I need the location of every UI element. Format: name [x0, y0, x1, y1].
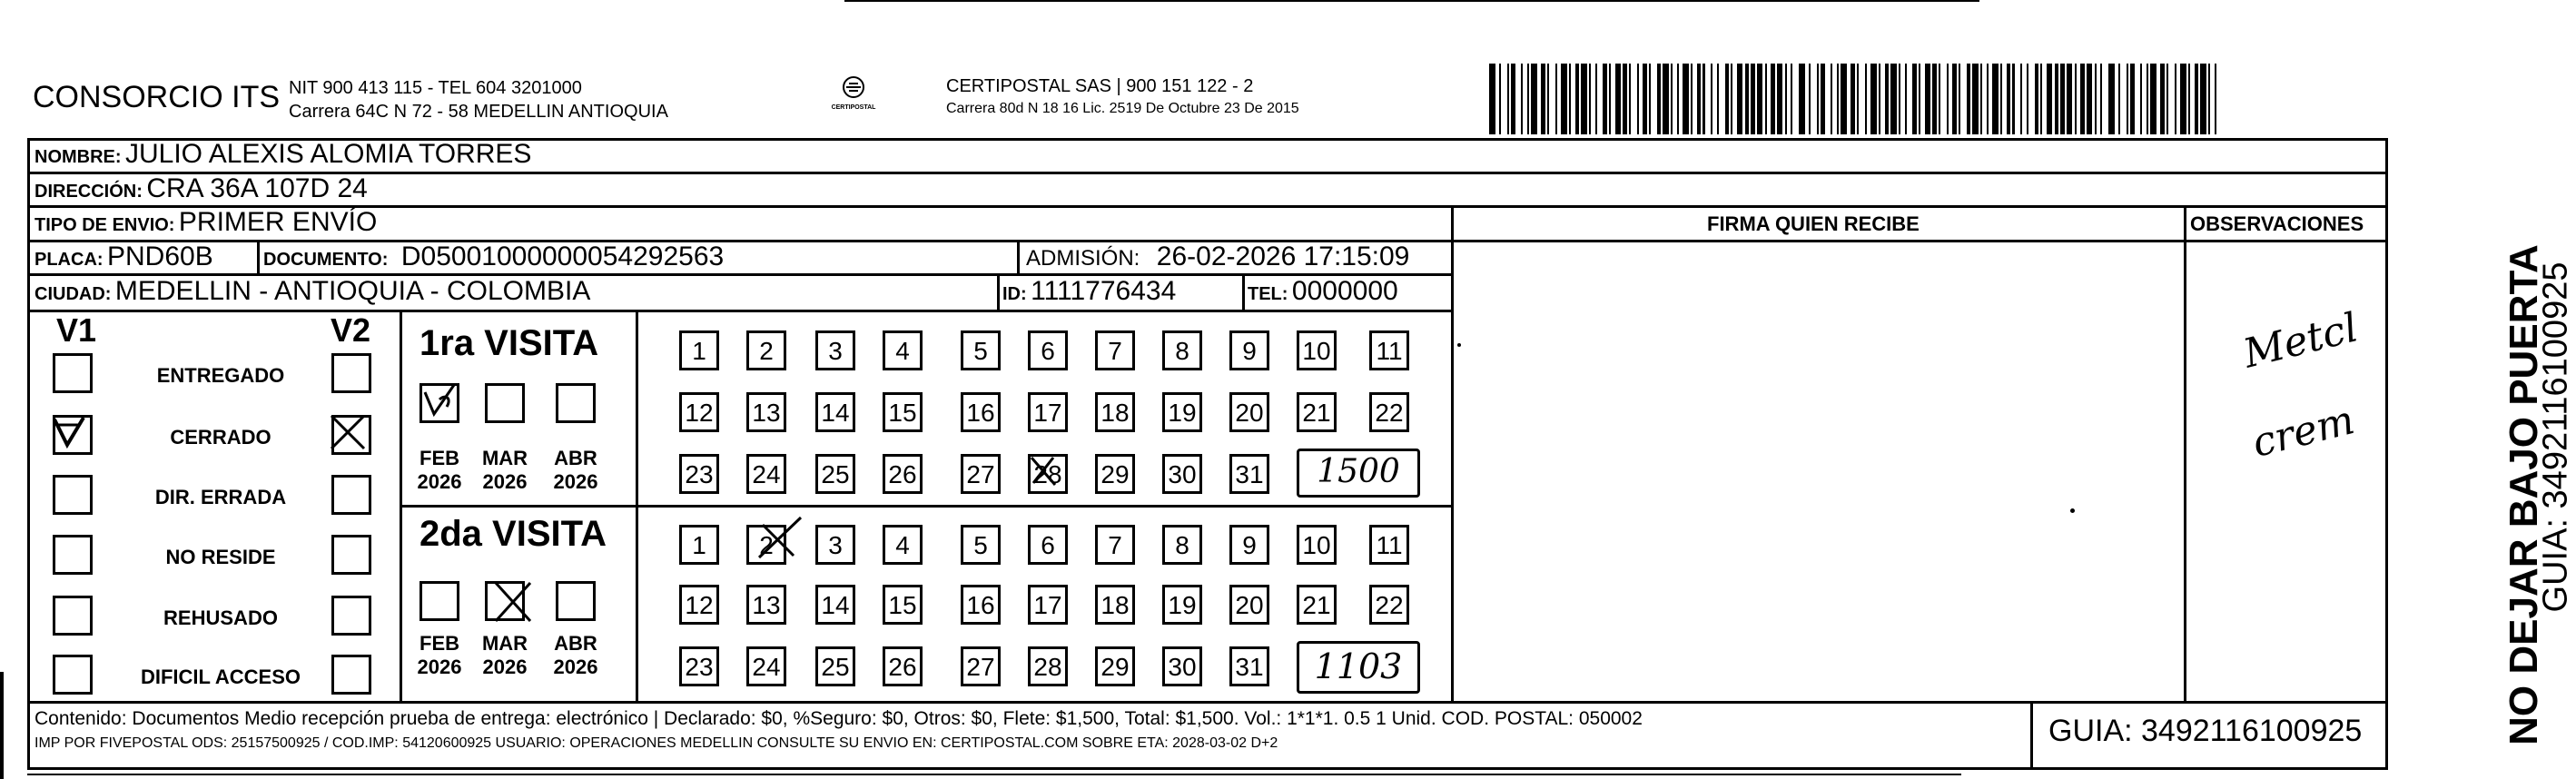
- row-line: [27, 310, 1453, 312]
- barcode-bar: [1952, 64, 1956, 134]
- footer-content-line: Contenido: Documentos Medio recepción prueba de entrega: electrónico | Declarado: $0, %Seguro: $0, Otros: $0, Flete: $1,500, Total: $1,500. Vol.: 1*1*1. 0.5 1 Unid. COD. POSTAL: 050002: [35, 708, 1643, 729]
- company-info: [289, 76, 668, 123]
- barcode-bar: [2027, 64, 2028, 134]
- month-year: 2026: [553, 470, 598, 493]
- second-visit-day-5[interactable]: 5: [961, 525, 1001, 565]
- month-year: 2026: [553, 656, 598, 678]
- status-label: DIR. ERRADA: [154, 486, 287, 508]
- barcode-bar: [1757, 64, 1763, 134]
- documento-cell: [263, 242, 724, 272]
- second-visit-day-13[interactable]: 13: [746, 585, 786, 625]
- barcode-bar: [2147, 64, 2148, 134]
- second-visit-label: 2da VISITA: [419, 514, 607, 554]
- barcode-bar: [1899, 64, 1900, 134]
- ciudad-label: CIUDAD:: [35, 284, 112, 304]
- barcode-bar: [2127, 64, 2128, 134]
- barcode-bar: [1561, 64, 1567, 134]
- barcode-bar: [1980, 64, 1982, 134]
- barcode-bar: [1879, 64, 1880, 134]
- barcode-bar: [1919, 64, 1920, 134]
- first-visit-label: 1ra VISITA: [419, 323, 599, 363]
- mar-second-x-mark: [492, 579, 534, 625]
- v1-cerrado-check-mark: [51, 414, 87, 450]
- barcode-bar: [1569, 64, 1571, 134]
- barcode-bar: [2118, 64, 2120, 134]
- month-name: MAR: [481, 632, 528, 655]
- v1-status-checkbox[interactable]: [53, 535, 93, 575]
- barcode-bar: [2188, 64, 2190, 134]
- barcode-bar: [1885, 64, 1889, 134]
- col-line: [1242, 273, 1245, 310]
- barcode-bar: [2020, 64, 2022, 134]
- row-line: [27, 172, 2388, 174]
- barcode-bar: [1799, 64, 1805, 134]
- observaciones-label: OBSERVACIONES: [2190, 212, 2364, 235]
- barcode-bar: [1809, 64, 1811, 134]
- company-name: CONSORCIO ITS: [33, 80, 281, 114]
- barcode-bar: [1992, 64, 1999, 134]
- barcode-bar: [1912, 64, 1916, 134]
- second-visit-day-29[interactable]: 29: [1095, 646, 1135, 686]
- v2-status-checkbox[interactable]: [331, 596, 371, 636]
- second-visit-day-12[interactable]: 12: [679, 585, 719, 625]
- nombre-row: [35, 139, 531, 170]
- col-line: [2030, 701, 2033, 769]
- barcode-bar: [2200, 64, 2206, 134]
- barcode-bar: [2055, 64, 2058, 134]
- first-visit-day-3[interactable]: 3: [815, 330, 855, 370]
- first-visit-day-30[interactable]: 30: [1162, 454, 1202, 494]
- month-label: [478, 447, 532, 494]
- v2-status-checkbox[interactable]: [331, 655, 371, 695]
- ciudad-cell: [35, 276, 590, 307]
- scan-edge: [844, 0, 1979, 2]
- second-visit-day-28[interactable]: 28: [1028, 646, 1068, 686]
- feb-first-check-mark: [421, 383, 458, 419]
- barcode-bar: [1890, 64, 1897, 134]
- month-checkbox[interactable]: [556, 383, 596, 423]
- barcode-bar: [1521, 64, 1523, 134]
- v2-status-checkbox[interactable]: [331, 353, 371, 393]
- month-checkbox[interactable]: [485, 383, 525, 423]
- id-value: 1111776434: [1031, 276, 1177, 306]
- first-visit-day-11[interactable]: 11: [1369, 330, 1409, 370]
- barcode-bar: [2080, 64, 2084, 134]
- barcode-bar: [1575, 64, 1579, 134]
- barcode-bar: [1905, 64, 1907, 134]
- barcode-bar: [1785, 64, 1787, 134]
- second-visit-day-27[interactable]: 27: [961, 646, 1001, 686]
- barcode-bar: [1499, 64, 1501, 134]
- barcode-bar: [1595, 64, 1597, 134]
- v2-status-checkbox[interactable]: [331, 475, 371, 515]
- first-visit-day-1[interactable]: 1: [679, 330, 719, 370]
- logo-text: CERTIPOSTAL: [831, 104, 876, 111]
- v1-status-checkbox[interactable]: [53, 353, 93, 393]
- barcode-bar: [1745, 64, 1749, 134]
- v1-status-checkbox[interactable]: [53, 655, 93, 695]
- barcode-bar: [1683, 64, 1689, 134]
- barcode-bar: [1925, 64, 1931, 134]
- v2-label: V2: [331, 311, 371, 349]
- footer-guia: GUIA: 3492116100925: [2048, 714, 2363, 748]
- second-visit-day-6[interactable]: 6: [1028, 525, 1068, 565]
- nombre-value: JULIO ALEXIS ALOMIA TORRES: [125, 139, 532, 169]
- barcode-bar: [1623, 64, 1626, 134]
- firma-label: FIRMA QUIEN RECIBE: [1707, 212, 1920, 235]
- barcode-bar: [2130, 64, 2134, 134]
- month-label: [412, 447, 467, 494]
- barcode-bar: [1541, 64, 1545, 134]
- barcode-bar: [1791, 64, 1792, 134]
- barcode-bar: [1967, 64, 1970, 134]
- second-visit-day-24[interactable]: 24: [746, 646, 786, 686]
- id-label: ID:: [1002, 284, 1027, 304]
- tel-value: 0000000: [1291, 276, 1398, 306]
- month-year: 2026: [417, 656, 462, 678]
- barcode-bar: [2175, 64, 2176, 134]
- barcode-bar: [2195, 64, 2198, 134]
- barcode-bar: [1531, 64, 1537, 134]
- first-visit-day-8[interactable]: 8: [1162, 330, 1202, 370]
- v2-cerrado-x-mark: [330, 414, 366, 450]
- col-line: [1451, 205, 1454, 701]
- form-bottom-border: [27, 767, 2388, 770]
- barcode-bar: [1489, 64, 1495, 134]
- barcode-bar: [1703, 64, 1704, 134]
- documento-label: DOCUMENTO:: [263, 250, 389, 270]
- status-label: CERRADO: [170, 426, 271, 449]
- observaciones-note-1: Metcl: [2238, 304, 2363, 378]
- first-visit-day-29[interactable]: 29: [1095, 454, 1135, 494]
- second-visit-day-20[interactable]: 20: [1229, 585, 1269, 625]
- barcode-bar: [1711, 64, 1712, 134]
- first-visit-day-27[interactable]: 27: [961, 454, 1001, 494]
- month-name: ABR: [554, 447, 597, 469]
- v1-label: V1: [56, 311, 97, 349]
- row-line: [400, 505, 1453, 508]
- first-visit-day-18[interactable]: 18: [1095, 392, 1135, 432]
- tipo-value: PRIMER ENVÍO: [178, 207, 378, 237]
- status-label: ENTREGADO: [156, 364, 285, 387]
- barcode-bar: [1691, 64, 1693, 134]
- month-label: [478, 632, 532, 679]
- barcode-bar: [1643, 64, 1646, 134]
- barcode-bar: [1589, 64, 1591, 134]
- barcode-bar: [2075, 64, 2077, 134]
- admision-label: ADMISIÓN:: [1026, 246, 1140, 271]
- barcode-bar: [1609, 64, 1611, 134]
- col-line: [257, 240, 260, 273]
- second-visit-day-10[interactable]: 10: [1297, 525, 1337, 565]
- barcode-bar: [2035, 64, 2038, 134]
- tipo-label: TIPO DE ENVIO:: [35, 215, 175, 235]
- first-visit-day-21[interactable]: 21: [1297, 392, 1337, 432]
- second-visit-day-8[interactable]: 8: [1162, 525, 1202, 565]
- barcode-bar: [1870, 64, 1877, 134]
- second-visit-day-7[interactable]: 7: [1095, 525, 1135, 565]
- certipostal-nit: CERTIPOSTAL SAS | 900 151 122 - 2: [946, 76, 1254, 96]
- barcode-bar: [1851, 64, 1854, 134]
- second-visit-day-14[interactable]: 14: [815, 585, 855, 625]
- second-visit-day-15[interactable]: 15: [883, 585, 923, 625]
- v1-status-checkbox[interactable]: [53, 475, 93, 515]
- barcode-bar: [2067, 64, 2073, 134]
- first-visit-day-2[interactable]: 2: [746, 330, 786, 370]
- month-name: ABR: [554, 632, 597, 655]
- nombre-label: NOMBRE:: [35, 147, 122, 167]
- second-visit-day-1[interactable]: 1: [679, 525, 719, 565]
- barcode-bar: [2095, 64, 2097, 134]
- certipostal-address: Carrera 80d N 18 16 Lic. 2519 De Octubre 23 De 2015: [946, 101, 1299, 116]
- footer-print-line: IMP POR FIVEPOSTAL ODS: 25157500925 / COD.IMP: 54120600925 USUARIO: OPERACIONES MEDELLIN CONSULTE SU ENVIO EN: CERTIPOSTAL.COM SOBRE ETA: 2028-03-02 D+2: [35, 735, 1278, 751]
- first-visit-day-25[interactable]: 25: [815, 454, 855, 494]
- month-label: [548, 447, 603, 494]
- barcode-bar: [1649, 64, 1651, 134]
- second-visit-day-18[interactable]: 18: [1095, 585, 1135, 625]
- barcode-bar: [2160, 64, 2164, 134]
- scan-edge: [0, 672, 4, 779]
- second-visit-day-22[interactable]: 22: [1369, 585, 1409, 625]
- barcode: [1489, 64, 2216, 134]
- barcode-bar: [1821, 64, 1824, 134]
- row-line: [27, 205, 2388, 208]
- v1-status-checkbox[interactable]: [53, 596, 93, 636]
- v2-status-checkbox[interactable]: [331, 535, 371, 575]
- barcode-bar: [1837, 64, 1839, 134]
- side-guia: GUIA: 3492116100925: [2536, 261, 2575, 613]
- month-checkbox[interactable]: [556, 581, 596, 621]
- barcode-bar: [1932, 64, 1936, 134]
- stray-mark: [2070, 508, 2075, 513]
- first-visit-day-7[interactable]: 7: [1095, 330, 1135, 370]
- id-cell: [1002, 276, 1176, 307]
- barcode-bar: [2000, 64, 2002, 134]
- barcode-bar: [1857, 64, 1859, 134]
- first-visit-day-23[interactable]: 23: [679, 454, 719, 494]
- barcode-bar: [1751, 64, 1754, 134]
- barcode-bar: [1841, 64, 1847, 134]
- side-no-dejar: NO DEJAR BAJO PUERTA: [2502, 244, 2546, 745]
- barcode-bar: [2108, 64, 2115, 134]
- barcode-bar: [2140, 64, 2142, 134]
- direccion-label: DIRECCIÓN:: [35, 182, 143, 202]
- barcode-bar: [1865, 64, 1867, 134]
- barcode-bar: [1511, 64, 1515, 134]
- first-visit-day-19[interactable]: 19: [1162, 392, 1202, 432]
- col-line: [2184, 205, 2186, 701]
- month-year: 2026: [482, 656, 528, 678]
- barcode-bar: [1677, 64, 1679, 134]
- month-label: [412, 632, 467, 679]
- barcode-bar: [1831, 64, 1832, 134]
- barcode-bar: [2047, 64, 2053, 134]
- barcode-bar: [1663, 64, 1669, 134]
- barcode-bar: [1615, 64, 1622, 134]
- barcode-bar: [1765, 64, 1767, 134]
- first-visit-day-28[interactable]: 28: [1028, 454, 1068, 494]
- barcode-bar: [2208, 64, 2210, 134]
- form-right-border: [2385, 138, 2388, 769]
- admision-cell: [1026, 242, 1409, 272]
- second-visit-day-31[interactable]: 31: [1229, 646, 1269, 686]
- barcode-bar: [1947, 64, 1949, 134]
- tel-cell: [1248, 276, 1398, 307]
- month-checkbox[interactable]: [419, 581, 459, 621]
- second-visit-day-3[interactable]: 3: [815, 525, 855, 565]
- placa-label: PLACA:: [35, 250, 104, 270]
- month-name: MAR: [481, 447, 528, 469]
- barcode-bar: [1717, 64, 1719, 134]
- barcode-bar: [1939, 64, 1940, 134]
- first-visit-day-5[interactable]: 5: [961, 330, 1001, 370]
- barcode-bar: [1637, 64, 1639, 134]
- barcode-bar: [1959, 64, 1960, 134]
- form-left-border: [27, 138, 30, 769]
- first-visit-day-31[interactable]: 31: [1229, 454, 1269, 494]
- barcode-bar: [2007, 64, 2010, 134]
- second-visit-day-25[interactable]: 25: [815, 646, 855, 686]
- first-visit-day-24[interactable]: 24: [746, 454, 786, 494]
- direccion-value: CRA 36A 107D 24: [146, 173, 368, 203]
- first-visit-day-14[interactable]: 14: [815, 392, 855, 432]
- first-visit-day-26[interactable]: 26: [883, 454, 923, 494]
- month-label: [548, 632, 603, 679]
- barcode-bar: [1697, 64, 1701, 134]
- placa-value: PND60B: [107, 242, 213, 271]
- barcode-bar: [2040, 64, 2042, 134]
- barcode-bar: [1972, 64, 1979, 134]
- side-guia-wrap: [2537, 211, 2576, 665]
- row-line: [27, 701, 2388, 704]
- barcode-bar: [2012, 64, 2014, 134]
- month-year: 2026: [482, 470, 528, 493]
- first-visit-day-16[interactable]: 16: [961, 392, 1001, 432]
- barcode-bar: [1657, 64, 1661, 134]
- barcode-bar: [1737, 64, 1743, 134]
- barcode-bar: [1671, 64, 1673, 134]
- barcode-bar: [1725, 64, 1729, 134]
- first-visit-day-6[interactable]: 6: [1028, 330, 1068, 370]
- barcode-bar: [1629, 64, 1631, 134]
- second-visit-day-16[interactable]: 16: [961, 585, 1001, 625]
- first-visit-day-22[interactable]: 22: [1369, 392, 1409, 432]
- stray-mark: [1457, 343, 1461, 347]
- barcode-bar: [1987, 64, 1989, 134]
- col-line: [997, 273, 1000, 310]
- month-year: 2026: [417, 470, 462, 493]
- first-visit-day-13[interactable]: 13: [746, 392, 786, 432]
- first-visit-day-4[interactable]: 4: [883, 330, 923, 370]
- barcode-bar: [1527, 64, 1529, 134]
- company-nit: NIT 900 413 115 - TEL 604 3201000: [289, 78, 582, 98]
- first-visit-day-12[interactable]: 12: [679, 392, 719, 432]
- certipostal-info: [946, 76, 1299, 117]
- barcode-bar: [1777, 64, 1783, 134]
- first-visit-day-10[interactable]: 10: [1297, 330, 1337, 370]
- barcode-bar: [1555, 64, 1557, 134]
- ciudad-value: MEDELLIN - ANTIOQUIA - COLOMBIA: [114, 276, 591, 306]
- first-visit-day-17[interactable]: 17: [1028, 392, 1068, 432]
- status-label: REHUSADO: [163, 606, 278, 629]
- barcode-bar: [1731, 64, 1732, 134]
- barcode-bar: [1603, 64, 1606, 134]
- barcode-bar: [2100, 64, 2102, 134]
- second-visit-day-17[interactable]: 17: [1028, 585, 1068, 625]
- second-visit-day-23[interactable]: 23: [679, 646, 719, 686]
- first-visit-day-15[interactable]: 15: [883, 392, 923, 432]
- first-visit-day-9[interactable]: 9: [1229, 330, 1269, 370]
- barcode-bar: [1507, 64, 1509, 134]
- documento-value: D05001000000054292563: [400, 242, 725, 271]
- first-visit-day-20[interactable]: 20: [1229, 392, 1269, 432]
- first-visit-day-cross: [1028, 452, 1068, 492]
- second-visit-day-30[interactable]: 30: [1162, 646, 1202, 686]
- second-visit-day-9[interactable]: 9: [1229, 525, 1269, 565]
- status-label: NO RESIDE: [165, 546, 276, 568]
- barcode-bar: [1771, 64, 1774, 134]
- barcode-bar: [2150, 64, 2157, 134]
- second-visit-day-cross: [757, 516, 803, 561]
- month-name: FEB: [419, 632, 459, 655]
- second-visit-day-4[interactable]: 4: [883, 525, 923, 565]
- certipostal-logo-icon: [837, 74, 870, 102]
- tipo-row: [35, 207, 377, 238]
- placa-cell: [35, 242, 213, 272]
- row-line: [1453, 240, 2388, 242]
- certipostal-logo: [826, 74, 881, 111]
- second-visit-day-19[interactable]: 19: [1162, 585, 1202, 625]
- barcode-bar: [2180, 64, 2186, 134]
- second-visit-day-21[interactable]: 21: [1297, 585, 1337, 625]
- second-visit-day-26[interactable]: 26: [883, 646, 923, 686]
- barcode-bar: [2060, 64, 2064, 134]
- second-visit-day-2[interactable]: 2: [746, 525, 786, 565]
- col-line: [1017, 240, 1020, 273]
- tel-label: TEL:: [1248, 284, 1288, 304]
- direccion-row: [35, 173, 368, 204]
- first-visit-time: 1500: [1297, 449, 1420, 498]
- second-visit-time: 1103: [1297, 641, 1420, 694]
- barcode-bar: [1817, 64, 1819, 134]
- company-address: Carrera 64C N 72 - 58 MEDELLIN ANTIOQUIA: [289, 102, 668, 122]
- barcode-bar: [2215, 64, 2216, 134]
- month-name: FEB: [419, 447, 459, 469]
- admision-value: 26-02-2026 17:15:09: [1156, 242, 1410, 271]
- barcode-bar: [1581, 64, 1587, 134]
- observaciones-note-2: crem: [2247, 397, 2359, 467]
- barcode-bar: [2166, 64, 2168, 134]
- barcode-bar: [2087, 64, 2093, 134]
- second-visit-day-11[interactable]: 11: [1369, 525, 1409, 565]
- status-label: DIFICIL ACCESO: [140, 666, 301, 688]
- scan-edge: [27, 774, 1961, 775]
- barcode-bar: [1547, 64, 1549, 134]
